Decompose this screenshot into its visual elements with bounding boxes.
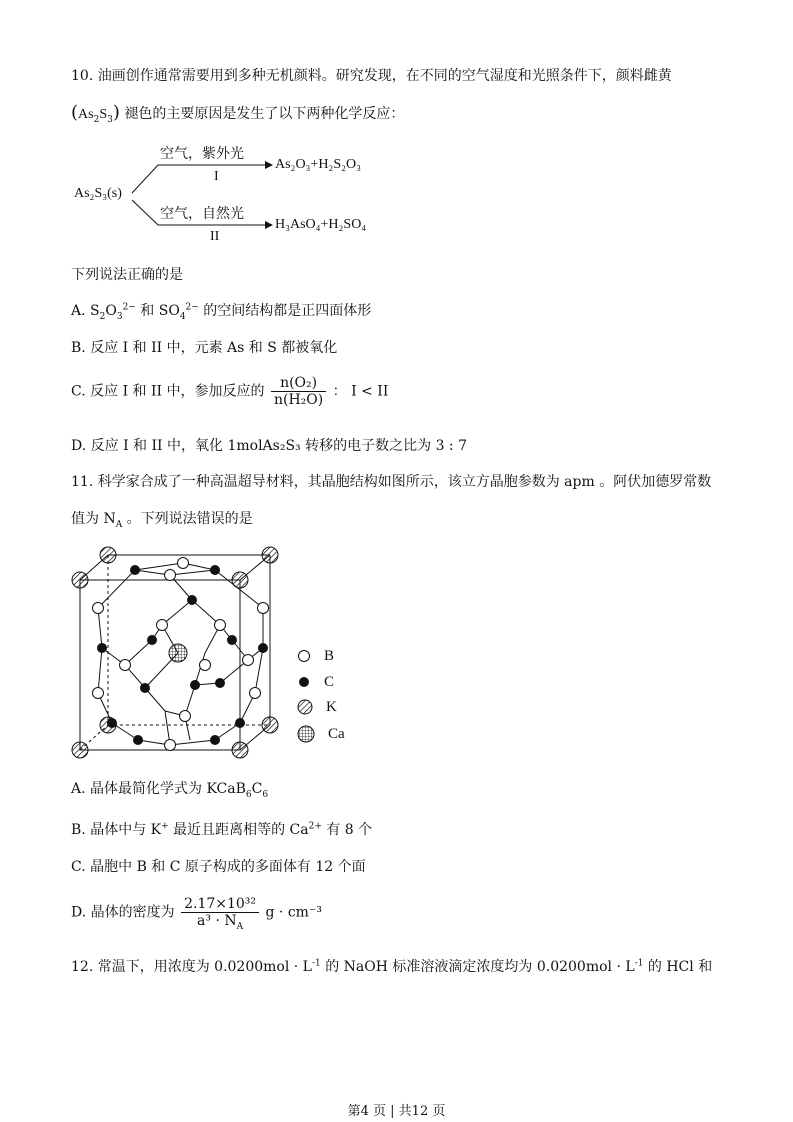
q10-formula-s: S <box>99 107 108 122</box>
arrow-upper-line <box>132 165 265 193</box>
q12-text-mid: 的 NaOH 标准溶液滴定浓度均为 0.0200mol · L <box>320 959 635 975</box>
q11-opt-d-numerator: 2.17×10³² <box>181 896 259 913</box>
open-circle-icon <box>296 648 312 664</box>
legend-k <box>296 697 337 717</box>
reaction-scheme <box>70 140 410 250</box>
q10-option-c <box>71 375 388 408</box>
page-footer: 第4 页 | 共12 页 <box>347 1104 446 1119</box>
ca-atom <box>169 644 187 662</box>
q11-opt-a-sub1: 6 <box>245 789 252 800</box>
legend-c-label: C <box>324 673 335 690</box>
legend-ca-label: Ca <box>328 725 345 742</box>
opt-a-post: 的空间结构都是正四面体形 <box>198 303 372 319</box>
q12-text-pre: 12. 常温下，用浓度为 0.0200mol · L <box>71 959 312 975</box>
q10-option-d: D. 反应 I 和 II 中，氧化 1molAs₂S₃ 转移的电子数之比为 3 : 7 <box>71 438 467 454</box>
q10-formula-as: As <box>78 107 94 122</box>
opt-a-mid: 和 SO <box>135 303 180 319</box>
q11-opt-b-prefix: B. 晶体中与 K <box>71 822 162 838</box>
reactant: As₂S₃(s) <box>74 186 122 201</box>
q12-intro <box>71 957 712 977</box>
q11-intro: 11. 科学家合成了一种高温超导材料，其晶胞结构如图所示，该立方晶胞参数为 apm 。阿伏加德罗常数 <box>71 474 712 490</box>
legend-ca <box>296 724 345 744</box>
arrow2-label: II <box>210 229 220 244</box>
q11-line2-rest: 。下列说法错误的是 <box>122 511 253 527</box>
opt-c-post: ： I < II <box>332 383 389 400</box>
q12-text-post: 的 HCl 和 <box>643 959 713 975</box>
q11-opt-a-prefix: A. 晶体最简化学式为 KCaB <box>71 781 246 797</box>
filled-circle-icon <box>296 674 312 690</box>
q11-opt-d-den-sub: A <box>236 921 244 932</box>
q11-opt-a-sub2: 6 <box>262 789 269 800</box>
hatched-circle-icon <box>296 698 314 716</box>
legend-b-label: B <box>324 647 335 664</box>
q10-option-b: B. 反应 I 和 II 中，元素 As 和 S 都被氧化 <box>71 340 338 356</box>
arrow2-condition: 空气，自然光 <box>160 206 244 222</box>
arrow-lower-head <box>265 221 273 229</box>
q11-option-d <box>71 896 322 932</box>
q11-opt-b-sup2: 2+ <box>308 821 322 832</box>
q11-opt-d-prefix: D. 晶体的密度为 <box>71 904 175 921</box>
q12-sup1: -1 <box>311 958 321 969</box>
legend-c <box>296 672 334 692</box>
opt-c-numerator: n(O₂) <box>271 375 326 392</box>
q11-opt-d-denominator <box>181 913 259 932</box>
product2: H₃AsO₄+H₂SO₄ <box>275 217 367 232</box>
legend-k-label: K <box>326 698 337 715</box>
q10-line2: $(As_2S_3)$ 褪色的主要原因是发生了以下两种化学反应： <box>71 102 405 125</box>
q10-line2-rest: 褪色的主要原因是发生了以下两种化学反应： <box>124 106 405 122</box>
grid-circle-icon <box>296 724 316 744</box>
opt-c-prefix: C. 反应 I 和 II 中，参加反应的 <box>71 383 265 400</box>
q11-option-a <box>71 779 268 799</box>
arrow-upper-head <box>265 161 273 169</box>
q11-line2 <box>71 509 253 529</box>
q12-sup2: -1 <box>634 958 644 969</box>
q10-question: 下列说法正确的是 <box>71 267 183 283</box>
q11-opt-b-sup: + <box>161 821 169 832</box>
arrow1-label: I <box>214 169 219 184</box>
opt-a-prefix: A. S <box>71 303 100 319</box>
arrow1-condition: 空气，紫外光 <box>160 146 244 162</box>
q10-intro: 10. 油画创作通常需要用到多种无机颜料。研究发现，在不同的空气湿度和光照条件下，颜料雌黄 <box>71 68 672 84</box>
q11-line2-text: 值为 N <box>71 511 116 527</box>
q11-option-c: C. 晶胞中 B 和 C 原子构成的多面体有 12 个面 <box>71 859 366 875</box>
q11-opt-a-c: C <box>251 781 263 797</box>
q11-opt-d-post: g · cm⁻³ <box>265 904 322 921</box>
crystal-cell-diagram <box>70 543 290 763</box>
q11-opt-b-mid: 最近且距离相等的 Ca <box>168 822 309 838</box>
product1: As₂O₃+H₂S₂O₃ <box>275 157 361 172</box>
q11-opt-d-fraction <box>181 896 259 932</box>
opt-c-fraction <box>271 375 326 408</box>
legend-b <box>296 646 334 666</box>
opt-c-denominator: n(H₂O) <box>273 392 324 408</box>
q11-na-sub: A <box>115 519 123 530</box>
q11-option-b <box>71 820 372 840</box>
q10-option-a: A. $S_2O_3^{2-}$ 和 $SO_4^{2-}$ 的空间结构都是正四面体形 <box>71 302 372 322</box>
q11-opt-b-post: 有 8 个 <box>321 822 373 838</box>
q11-opt-d-den-text: a³ · N <box>197 913 237 929</box>
